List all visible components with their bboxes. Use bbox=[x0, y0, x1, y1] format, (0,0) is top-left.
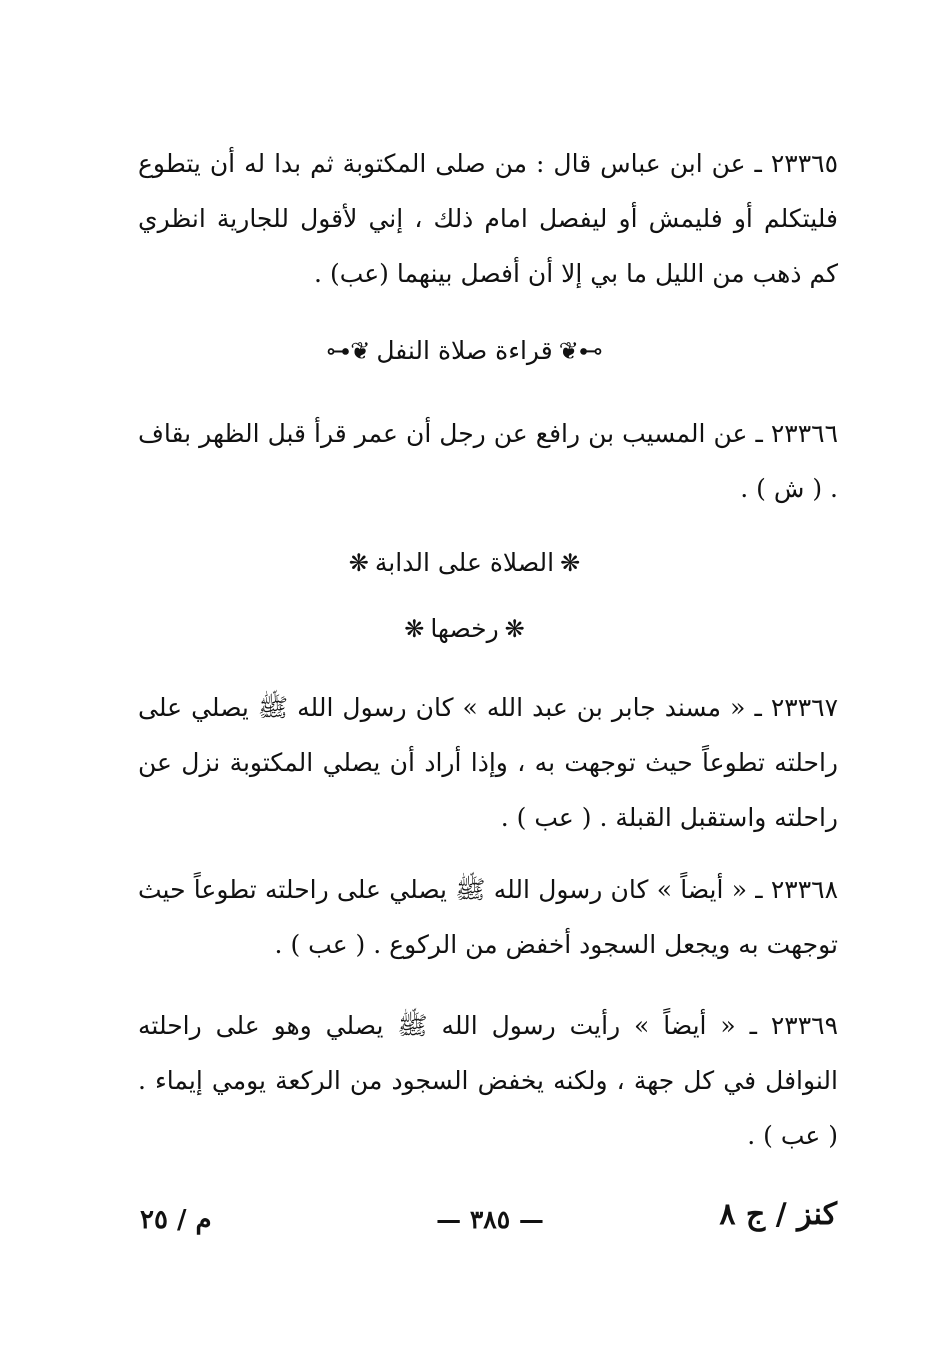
subsection-heading-text: رخصها bbox=[430, 614, 499, 643]
hadith-entry: ٢٣٣٦٨ ـ « أيضاً » كان رسول الله ﷺ يصلي على راحلته تطوعاً حيث توجهت به ويجعل السجود أخفض من الركوع . ( عب ) . bbox=[138, 875, 838, 959]
ornament-icon: ⊶❦ bbox=[558, 337, 603, 365]
hadith-entry: ٢٣٣٦٦ ـ عن المسيب بن رافع عن رجل أن عمر قرأ قبل الظهر بقاف . ( ش ) . bbox=[138, 419, 838, 503]
ornament-icon: ❋ bbox=[404, 615, 425, 643]
subsection-heading bbox=[0, 614, 929, 643]
ornament-icon: ❋ bbox=[504, 615, 525, 643]
hadith-entry: ٢٣٣٦٩ ـ « أيضاً » رأيت رسول الله ﷺ يصلي وهو على راحلته النوافل في كل جهة ، ولكنه يخفض السجود من الركعة يومي إيماء . ( عب ) . bbox=[138, 1011, 838, 1150]
hadith-entry: ٢٣٣٦٧ ـ « مسند جابر بن عبد الله » كان رسول الله ﷺ يصلي على راحلته تطوعاً حيث توجهت به ، وإذا أراد أن يصلي المكتوبة نزل عن راحلته واستقبل القبلة . ( عب ) . bbox=[138, 693, 838, 832]
ornament-icon: ❋ bbox=[560, 549, 581, 577]
ornament-icon: ❋ bbox=[348, 549, 369, 577]
ornament-icon: ❦⊷ bbox=[326, 337, 371, 365]
page-number: — ٣٨٥ — bbox=[436, 1205, 544, 1234]
section-heading-text: الصلاة على الدابة bbox=[374, 548, 555, 577]
section-heading-text: قراءة صلاة النفل bbox=[376, 336, 553, 365]
volume-label: كنز / ج ٨ bbox=[719, 1197, 837, 1232]
signature-mark: م / ٢٥ bbox=[140, 1205, 212, 1235]
section-heading bbox=[0, 336, 929, 365]
section-heading bbox=[0, 548, 929, 577]
hadith-entry: ٢٣٣٦٥ ـ عن ابن عباس قال : من صلى المكتوبة ثم بدا له أن يتطوع فليتكلم أو فليمش أو ليفصل امام ذلك ، إني لأقول للجارية انظري كم ذهب من الليل ما بي إلا أن أفصل بينهما (عب) . bbox=[138, 149, 838, 288]
